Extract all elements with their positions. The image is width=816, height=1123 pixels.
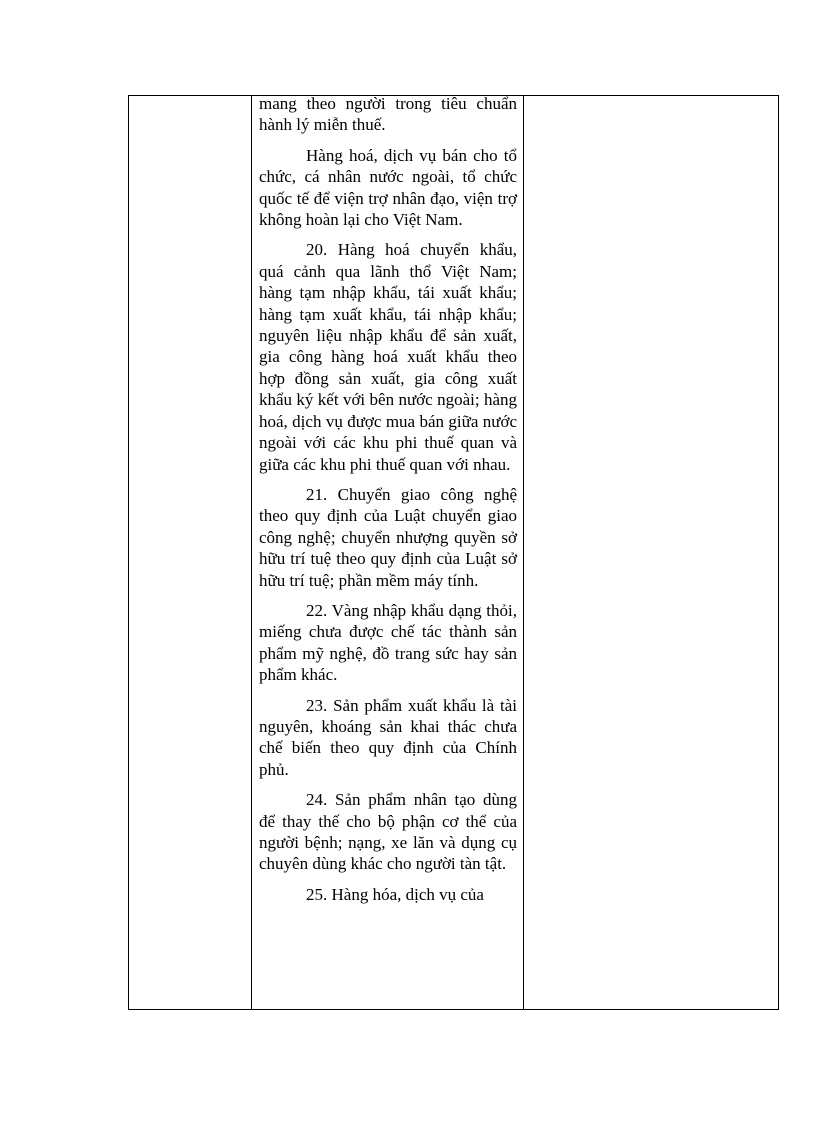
paragraph-item-24: 24. Sản phẩm nhân tạo dùng để thay thế cho bộ phận cơ thể của người bệnh; nạng, xe lăn và dụng cụ chuyên dùng khác cho người tàn tật.: [259, 790, 517, 874]
table-column-right: [524, 96, 778, 1009]
paragraph-item-23: 23. Sản phẩm xuất khẩu là tài nguyên, khoáng sản khai thác chưa chế biến theo quy định của Chính phủ.: [259, 695, 517, 779]
paragraph-item-21: 21. Chuyển giao công nghệ theo quy định của Luật chuyển giao công nghệ; chuyển nhượng quyền sở hữu trí tuệ theo quy định của Luật sở hữu trí tuệ; phần mềm máy tính.: [259, 484, 517, 590]
paragraph-item-22: 22. Vàng nhập khẩu dạng thỏi, miếng chưa được chế tác thành sản phẩm mỹ nghệ, đồ trang sức hay sản phẩm khác.: [259, 600, 517, 685]
document-table: [128, 95, 779, 1010]
table-column-left: [129, 96, 252, 1009]
paragraph-aid-goods: Hàng hoá, dịch vụ bán cho tổ chức, cá nhân nước ngoài, tổ chức quốc tế để viện trợ nhân đạo, viện trợ không hoàn lại cho Việt Nam.: [259, 145, 517, 230]
paragraph-continuation: mang theo người trong tiêu chuẩn hành lý miễn thuế.: [259, 96, 517, 135]
paragraph-item-20: 20. Hàng hoá chuyển khẩu, quá cảnh qua lãnh thổ Việt Nam; hàng tạm nhập khẩu, tái xuất khẩu; hàng tạm xuất khẩu, tái nhập khẩu; nguyên liệu nhập khẩu để sản xuất, gia công hàng hoá xuất khẩu theo hợp đồng sản xuất, gia công xuất khẩu ký kết với bên nước ngoài; hàng hoá, dịch vụ được mua bán giữa nước ngoài với các khu phi thuế quan và giữa các khu phi thuế quan với nhau.: [259, 240, 517, 474]
table-column-middle: [252, 96, 524, 1009]
paragraph-item-25: 25. Hàng hóa, dịch vụ của: [306, 884, 484, 904]
